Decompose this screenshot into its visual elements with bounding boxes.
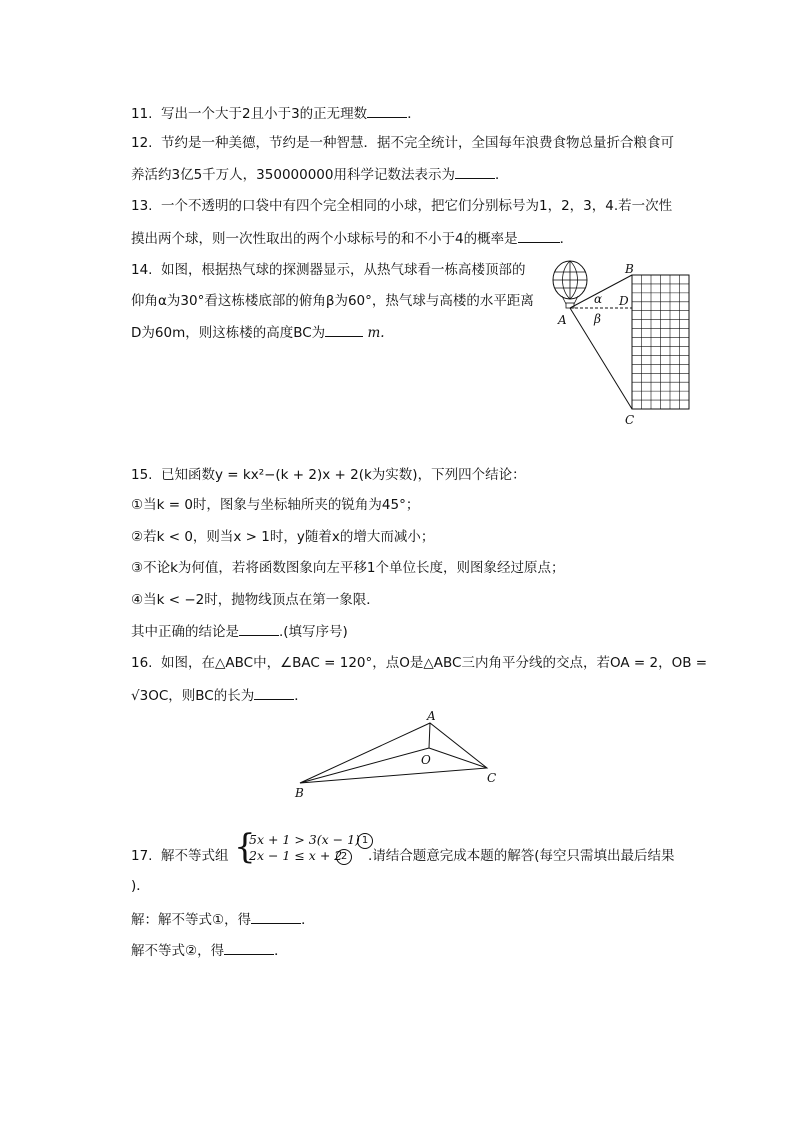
solution-text: 解不等式②，得 [131,943,225,959]
punct: ． [294,688,308,704]
question-16 [131,653,707,673]
question-13 [131,196,672,216]
question-text: 如图，根据热气球的探测器显示，从热气球看一栋高楼顶部的 [161,262,526,278]
hot-air-balloon [553,261,587,308]
label-A: A [558,313,567,327]
answer-blank[interactable] [325,322,363,337]
triangle-figure [290,706,510,802]
label-alpha: α [594,292,603,306]
question-11 [131,103,421,124]
punct: .(填写序号) [279,624,348,640]
solution-2 [131,940,288,961]
answer-blank[interactable] [518,228,560,243]
solution-text: 解：解不等式①，得 [131,912,252,928]
question-12 [131,133,674,153]
question-text: 其中正确的结论是 [131,624,239,640]
question-text: √3OC，则BC的长为 [131,688,255,704]
question-text: 写出一个大于2且小于3的正无理数 [161,106,368,122]
mark-1-icon: 1 [357,833,373,849]
mark-2-icon: 2 [336,849,352,865]
question-17-cont: )． [131,878,150,894]
question-15-ask [131,621,348,642]
segment-OC [429,748,487,768]
answer-blank[interactable] [239,621,279,636]
question-14-cont2 [131,322,385,343]
inequality-2: 2x − 1 ≤ x + 2 [249,848,343,863]
label-C: C [487,771,497,785]
question-text: D为60m，则这栋楼的高度BC为 [131,325,326,341]
statement-1: ①当k = 0时，图象与坐标轴所夹的锐角为45°； [131,497,420,513]
unit: m. [367,325,385,341]
punct: ． [274,943,288,959]
question-text: 解不等式组 [161,848,229,864]
label-O: O [421,753,431,767]
segment-OA [429,723,430,748]
question-number: 16. [131,655,153,671]
answer-blank[interactable] [254,685,294,700]
solution-1 [131,909,315,930]
question-12-cont [131,164,508,185]
question-text: 一个不透明的口袋中有四个完全相同的小球，把它们分别标号为1，2，3，4.若一次性 [161,198,673,214]
answer-blank[interactable] [367,103,407,118]
question-16-cont [131,685,308,706]
question-15 [131,465,526,485]
line-AC [570,308,632,409]
question-text: 如图，在△ABC中，∠BAC = 120°，点O是△ABC三内角平分线的交点，若OA = 2，OB = [161,655,708,671]
statement-3: ③不论k为何值，若将函数图象向左平移1个单位长度，则图象经过原点； [131,560,565,576]
balloon-building-figure [545,258,695,430]
statement-2: ②若k < 0，则当x > 1时，y随着x的增大而减小； [131,529,435,545]
punct: ． [559,231,574,247]
question-text: .请结合题意完成本题的解答(每空只需填出最后结果 [368,848,675,864]
question-number: 14. [131,262,153,278]
question-14 [131,260,526,280]
triangle-ABC [300,723,487,783]
building [632,275,689,409]
question-13-cont [131,228,573,249]
question-number: 11. [131,106,153,122]
label-C: C [625,413,635,427]
question-number: 12. [131,135,153,151]
inequality-1: 5x + 1 > 3(x − 1) [249,832,360,847]
answer-blank[interactable] [455,164,495,179]
label-D: D [619,294,629,308]
question-number: 15. [131,467,153,483]
label-B: B [295,786,304,800]
label-beta: β [594,312,601,326]
punct: ． [407,106,421,122]
label-B: B [625,262,634,276]
question-number: 17. [131,848,153,864]
punct: ． [301,912,315,928]
question-text: 摸出两个球，则一次性取出的两个小球标号的和不小于4的概率是 [131,231,518,247]
statement-4: ④当k < −2时，抛物线顶点在第一象限． [131,592,380,608]
question-text: 养活约3亿5千万人，350000000用科学记数法表示为 [131,167,455,183]
answer-blank[interactable] [224,940,274,955]
question-14-cont [131,291,534,311]
question-number: 13. [131,198,153,214]
question-text: 已知函数y = kx²−(k + 2)x + 2(k为实数)，下列四个结论： [161,467,526,483]
question-text: 仰角α为30°看这栋楼底部的俯角β为60°，热气球与高楼的水平距离 [131,293,534,309]
punct: ． [494,167,509,183]
answer-blank[interactable] [251,909,301,924]
label-A: A [427,709,436,723]
question-text: 节约是一种美德，节约是一种智慧．据不完全统计，全国每年浪费食物总量折合粮食可 [161,135,674,151]
system-brace: { [234,827,256,867]
